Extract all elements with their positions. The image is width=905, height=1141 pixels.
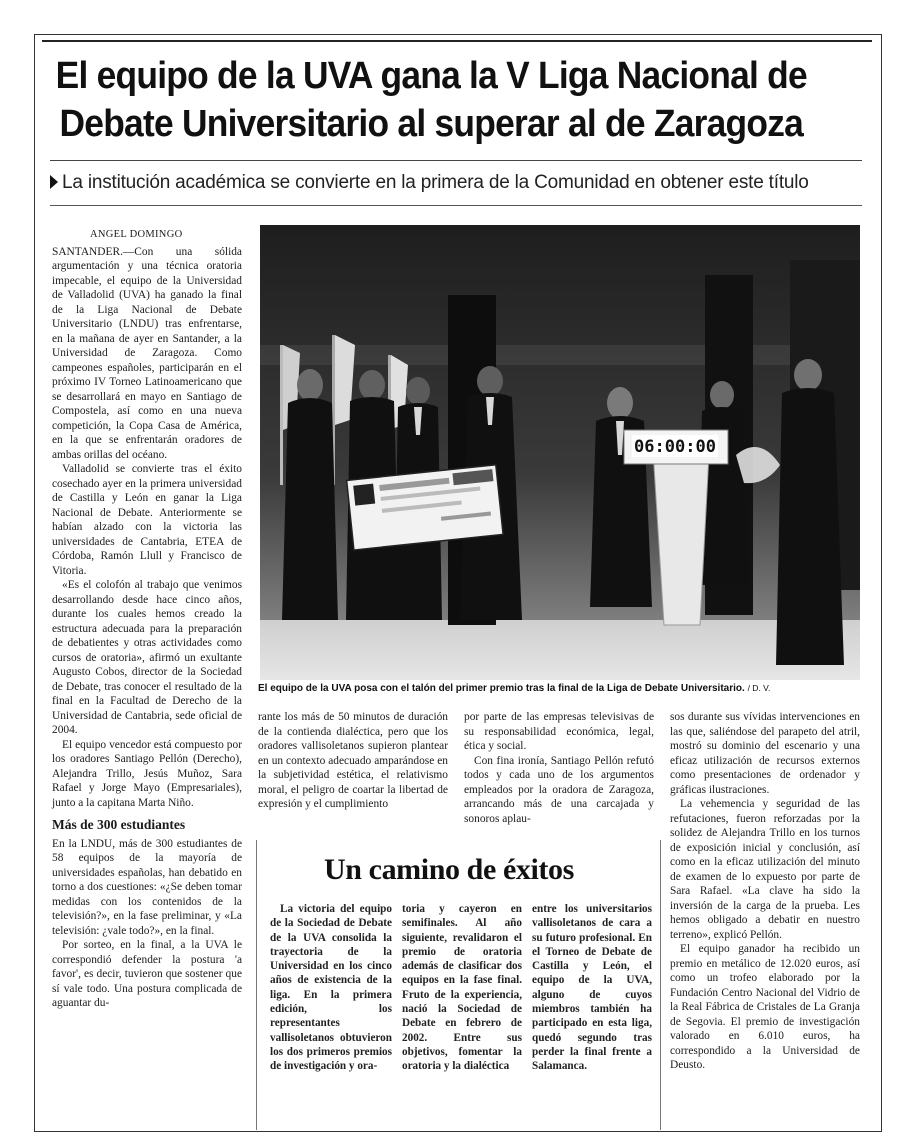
paragraph: El equipo vencedor está compuesto por los oradores Santiago Pellón (Derecho), Alejandra Trillo, Jesús Muñoz, Sara Rafael y Jorge Mayo (Empresariales), junto a la capitana Marta Niño. — [52, 738, 242, 809]
paragraph: El equipo ganador ha recibido un premio en metálico de 12.020 euros, así como un trofeo elaborado por la Fundación Centro Nacional del Vidrio de la Real Fábrica de Cristales de La Granja de Segovia. El premio de investigación valorado en 6.010 euros, ha correspondido a la Universidad de Deusto. — [670, 943, 860, 1071]
bullet-triangle-icon — [50, 175, 58, 189]
team-photo — [260, 225, 860, 680]
box-column-1 — [270, 902, 392, 1074]
paragraph: SANTANDER.—Con una sólida argumentación y una técnica oratoria impecable, el equipo de la Universidad de Valladolid (UVA) ha ganado la final de la Liga Nacional de Debate Universitario (LNDU) tras enfrentarse, en la mañana de ayer en Santander, a la Universidad de Zaragoza. Como campeones españoles, participarán en el próximo IV Torneo Latinoamericano que se desarrollará en mayo en Santiago de Compostela, así como en una nueva competición, la Copa Casa de América, en la que se enfrentarán oradores de ambas orillas del océano. — [52, 245, 242, 461]
byline: ANGEL DOMINGO — [90, 229, 183, 240]
paragraph: La vehemencia y seguridad de las refutaciones, fueron reforzadas por la solidez de Alejandra Trillo en los turnos de exposición inicial y conclusión, así como en la eficaz utilización del minuto de examen de lo expuesto por parte de Sara Rafael. «La clave ha sido la inversión de la carga de la prueba. Les hemos obligado a debatir en nuestro terreno», explicó Pellón. — [670, 798, 860, 941]
headline-line-1: El equipo de la UVA gana la V Liga Nacional de — [55, 55, 807, 97]
box-column-3 — [532, 902, 652, 1074]
article-column-3 — [464, 710, 654, 826]
article-column-2 — [258, 710, 448, 812]
paragraph: En la LNDU, más de 300 estudiantes de 58 equipos de la mayoría de universidades españolas, han debatido en torno a dos cuestiones: «¿Se deben tomar medidas con los contenidos de la televisión?», en la fase preliminar, y «La televisión: ¿vale todo?», en la final. — [52, 837, 242, 937]
caption-text: El equipo de la UVA posa con el talón del primer premio tras la final de la Liga de Debate Universitario. — [258, 683, 745, 694]
box-column-2 — [402, 902, 522, 1074]
paragraph: Por sorteo, en la final, a la UVA le correspondió defender la postura 'a favor', es decir, tuvieron que sostener que sí vale todo. Una postura complicada de aguantar du- — [52, 939, 242, 1009]
box-rule-right — [660, 840, 661, 1130]
subtitle-text: La institución académica se convierte en la primera de la Comunidad en obtener este título — [62, 172, 809, 193]
subtitle — [50, 172, 809, 194]
podium-clock-display: 06:00:00 — [634, 437, 716, 457]
paragraph: Con fina ironía, Santiago Pellón refutó todos y cada uno de los argumentos empleados por la oradora de Zaragoza, arrancando más de una carcajada y sonoros aplau- — [464, 754, 654, 825]
article-column-4 — [670, 710, 860, 1073]
paragraph: rante los más de 50 minutos de duración de la contienda dialéctica, pero que los oradores vallisoletanos supieron plantear en un contexto adecuado amparándose en la subjetividad estética, el relativismo moral, el peligro de coartar la libertad de expresión y el cumplimiento — [258, 711, 448, 810]
box-title: Un camino de éxitos — [324, 853, 574, 886]
photo-caption — [258, 683, 862, 694]
subtitle-rule-bottom — [50, 205, 862, 206]
subtitle-rule-top — [50, 160, 862, 161]
headline-line-2: Debate Universitario al superar al de Zaragoza — [59, 103, 804, 145]
paragraph: «Es el colofón al trabajo que venimos desarrollando desde hace cinco años, durante los cuales hemos creado la estructura adecuada para la preparación de debatientes y otras actividades como cursos de oratoria», afirmó un exultante Augusto Cobos, director de la Sociedad de Debate, tras conocer el resultado de la final en la Facultad de Derecho de la Universidad de Cantabria, sede oficial de 2004. — [52, 579, 242, 736]
article-column-1 — [52, 228, 242, 1011]
paragraph: sos durante sus vívidas intervenciones en las que, saliéndose del parapeto del atril, mostró su dominio del escenario y una eficaz utilización de recursos externos como presentaciones de ordenador y gráficas ilustraciones. — [670, 711, 860, 796]
paragraph: toria y cayeron en semifinales. Al año siguiente, revalidaron el premio de oratoria además de clasificar dos equipos en la fase final. Fruto de la experiencia, nació la Sociedad de Debate en febrero de 2002. Entre sus objetivos, fomentar la oratoria y la dialéctica — [402, 903, 522, 1073]
paragraph: por parte de las empresas televisivas de su responsabilidad económica, legal, ética y social. — [464, 711, 654, 752]
section-subhead: Más de 300 estudiantes — [52, 817, 186, 832]
paragraph: Valladolid se convierte tras el éxito cosechado ayer en la primera universidad de Castilla y León en ganar la Liga Nacional de Debate. Anteriormente se habían alzado con la victoria las universidades de Cantabria, ETEA de Córdoba, Ramón Llull y Francisco de Vitoria. — [52, 463, 242, 577]
top-rule — [42, 40, 872, 42]
paragraph: La victoria del equipo de la Sociedad de Debate de la UVA consolida la trayectoria de la Universidad en los cinco años de existencia de la liga. En la primera edición, los representantes vallisoletanos obtuvieron los dos primeros premios de investigación y ora- — [270, 903, 392, 1073]
headline — [50, 52, 813, 148]
paragraph: entre los universitarios vallisoletanos de cara a su futuro profesional. En el Torneo de Debate de Castilla y León, el equipo de la UVA, alguno de cuyos miembros también ha participado en esta liga, quedó segundo tras perder la final frente a Salamanca. — [532, 903, 652, 1073]
box-rule-left — [256, 840, 257, 1130]
photo-credit: / D. V. — [747, 683, 771, 693]
